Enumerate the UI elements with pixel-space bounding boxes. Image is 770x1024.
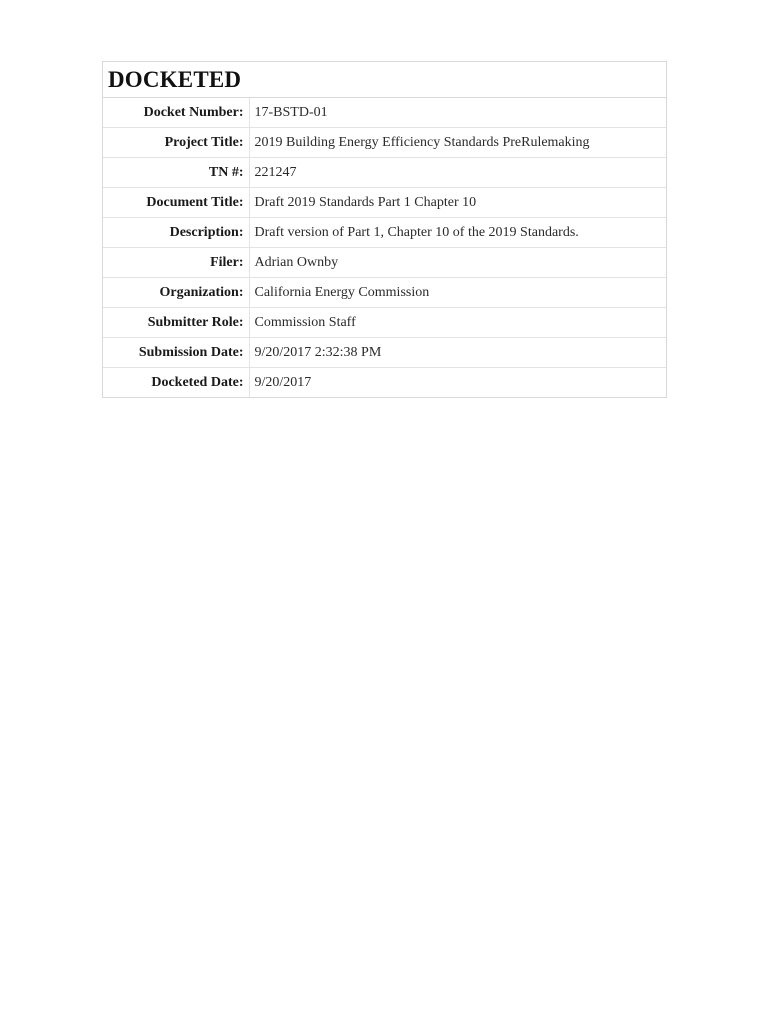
docketed-date-row [103,368,666,398]
document-title-row [103,188,666,218]
docketed-title: DOCKETED [108,66,242,92]
description-row [103,218,666,248]
docketed-date-label: Docketed Date: [103,368,249,398]
project-title-row [103,128,666,158]
docket-header [103,62,666,98]
organization-row [103,278,666,308]
docketed-date-value: 9/20/2017 [254,374,312,390]
description-value: Draft version of Part 1, Chapter 10 of the 2019 Standards. [249,218,666,248]
docket-number-row [103,98,666,128]
docket-cover-box [102,61,667,398]
document-title-label: Document Title: [103,188,249,218]
docket-number-value: 17-BSTD-01 [249,98,666,128]
project-title-value: 2019 Building Energy Efficiency Standards PreRulemaking [249,128,666,158]
submitter-role-label: Submitter Role: [103,308,249,338]
filer-value: Adrian Ownby [249,248,666,278]
organization-value: California Energy Commission [249,278,666,308]
document-title-value: Draft 2019 Standards Part 1 Chapter 10 [249,188,666,218]
tn-number-label: TN #: [103,158,249,188]
filer-row [103,248,666,278]
submission-date-label: Submission Date: [103,338,249,368]
docket-info-table [103,98,666,397]
submission-date-value: 9/20/2017 2:32:38 PM [249,338,666,368]
organization-label: Organization: [103,278,249,308]
submitter-role-row [103,308,666,338]
project-title-label: Project Title: [103,128,249,158]
submission-date-row [103,338,666,368]
tn-number-row [103,158,666,188]
filer-label: Filer: [103,248,249,278]
submitter-role-value: Commission Staff [249,308,666,338]
description-label: Description: [103,218,249,248]
docket-number-label: Docket Number: [103,98,249,128]
tn-number-value: 221247 [249,158,666,188]
